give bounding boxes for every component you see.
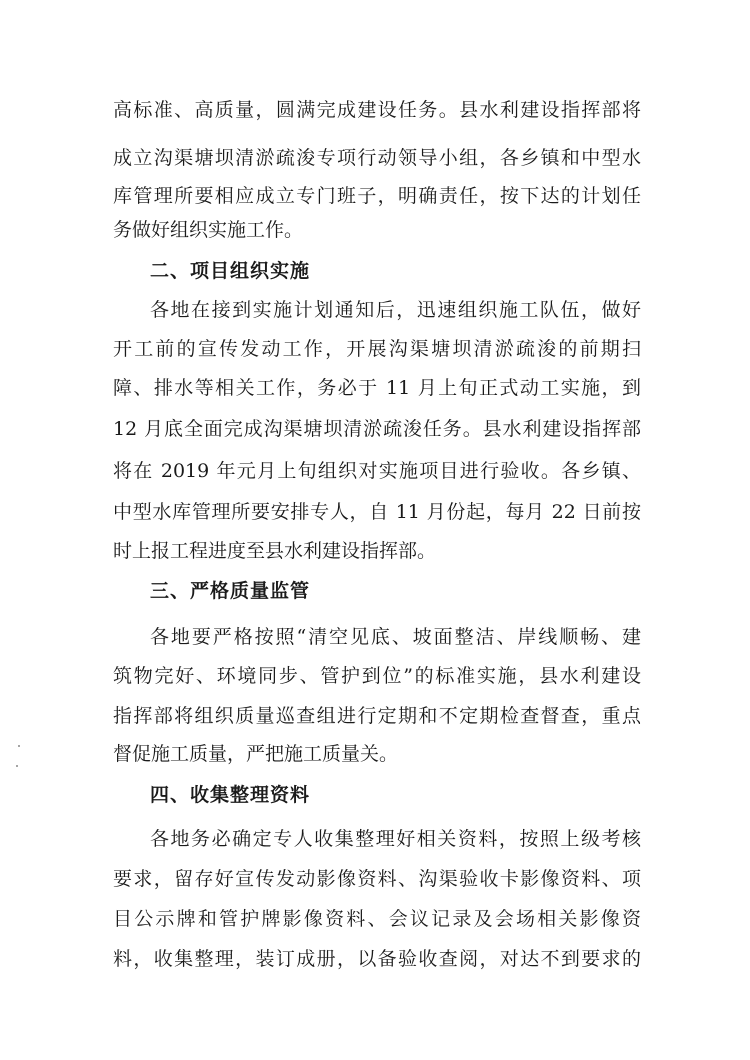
body-line: 高标准、高质量，圆满完成建设任务。县水利建设指挥部将 — [113, 99, 641, 121]
body-line: 各地要严格按照“清空见底、坡面整洁、岸线顺畅、建 — [150, 626, 641, 648]
body-line: 筑物完好、环境同步、管护到位”的标准实施，县水利建设 — [113, 665, 641, 687]
body-line: 要求，留存好宣传发动影像资料、沟渠验收卡影像资料、项 — [113, 868, 641, 890]
section-heading: 三、严格质量监管 — [150, 580, 311, 602]
body-line: 成立沟渠塘坝清淤疏浚专项行动领导小组，各乡镇和中型水 — [113, 147, 641, 169]
body-line: 时上报工程进度至县水利建设指挥部。 — [113, 540, 437, 562]
body-line: 12 月底全面完成沟渠塘坝清淤疏浚任务。县水利建设指挥部 — [113, 418, 641, 440]
body-line: 障、排水等相关工作，务必于 11 月上旬正式动工实施，到 — [113, 377, 641, 399]
body-line: 开工前的宣传发动工作，开展沟渠塘坝清淤疏浚的前期扫 — [113, 338, 641, 360]
section-heading: 二、项目组织实施 — [150, 260, 311, 282]
section-heading: 四、收集整理资料 — [150, 784, 311, 806]
scan-speck — [18, 745, 20, 747]
body-line: 指挥部将组织质量巡查组进行定期和不定期检查督查，重点 — [113, 705, 641, 727]
body-line: 目公示牌和管护牌影像资料、会议记录及会场相关影像资 — [113, 908, 641, 930]
body-line: 各地在接到实施计划通知后，迅速组织施工队伍，做好 — [150, 299, 641, 321]
body-line: 中型水库管理所要安排专人，自 11 月份起，每月 22 日前按 — [113, 501, 641, 523]
body-line: 将在 2019 年元月上旬组织对实施项目进行验收。各乡镇、 — [113, 460, 641, 482]
scan-speck — [16, 765, 18, 767]
body-line: 各地务必确定专人收集整理好相关资料，按照上级考核 — [150, 828, 641, 850]
body-line: 督促施工质量，严把施工质量关。 — [113, 743, 399, 765]
body-line: 库管理所要相应成立专门班子，明确责任，按下达的计划任 — [113, 185, 641, 207]
body-line: 务做好组织实施工作。 — [113, 219, 304, 241]
body-line: 料，收集整理，装订成册，以备验收查阅，对达不到要求的 — [113, 948, 641, 970]
